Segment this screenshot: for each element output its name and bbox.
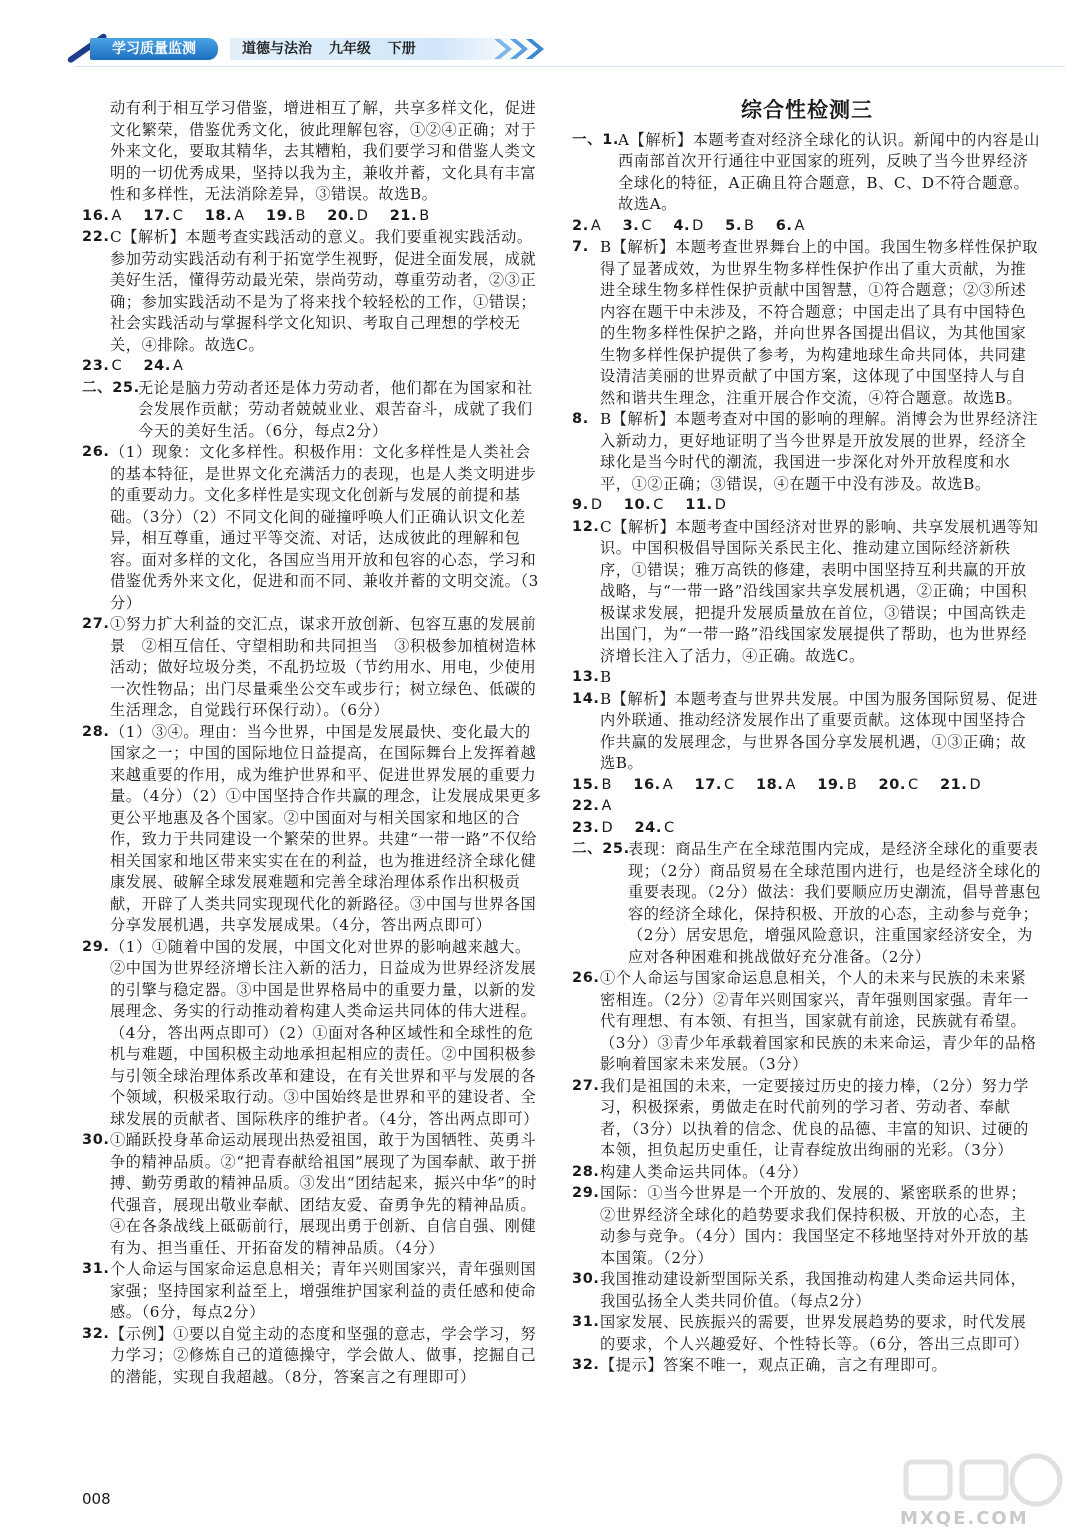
page-number: 008 (82, 1490, 111, 1508)
answer-30: 30. ①踊跃投身革命运动展现出热爱祖国，敢于为国牺牲、英勇斗争的精神品质。②“把青春献给祖国”展现了为国奉献、敢于拼搏、勤劳勇敢的精神品质。③发出“团结起来，振兴中华”的时代强音，展现出敬业奉献、团结友爱、奋勇争先的精神品质。④在各条战线上砥砺前行，展现出勇于创新、自信自强、刚健有为、担当重任、开拓奋发的精神品质。（4分） (82, 1131, 538, 1257)
right-column (572, 100, 1042, 1377)
answer-row-16-21: 16. A 17. C 18. A 19. B 20. D 21. B (82, 207, 430, 224)
page-header (60, 28, 530, 68)
grade: 九年级 (328, 41, 371, 57)
answer-14: 14. B【解析】本题考查与世界共发展。中国为服务国际贸易、促进内外联通、推动经济发展作出了重要贡献。这体现中国坚持合作共赢的发展理念，与世界各国分享发展机遇，①③正确；故选B。 (572, 689, 1039, 772)
answer-25: 二、25. 表现：商品生产在全球范围内完成，是经济全球化的重要表现；（2分）商品贸易在全球范围内进行，也是经济全球化的重要表现。（2分）做法：我们要顺应历史潮流，倡导普惠包容的经济全球化，保持积极、开放的心态，主动参与竞争；（2分）居安思危，增强风险意识，注重国家经济安全，为应对各种困难和挑战做好充分准备。（2分） (572, 840, 1042, 966)
section-title: 综合性检测三 (741, 98, 873, 122)
answer-30: 30. 我国推动建设新型国际关系，我国推动构建人类命运共同体，我国弘扬全人类共同价值。（每点2分） (572, 1270, 1027, 1310)
answer-31: 31. 国家发展、民族振兴的需要，世界发展趋势的要求，时代发展的要求，个人兴趣爱好、个性特长等。（6分，答出三点即可） (572, 1313, 1029, 1353)
answer-7: 7. B【解析】本题考查世界舞台上的中国。我国生物多样性保护取得了显著成效，为世界生物多样性保护作出了重大贡献，为推进全球生物多样性保护贡献中国智慧，①符合题意；②③所述内容在题干中未涉及，不符合题意；中国走出了具有中国特色的生物多样性保护之路，并向世界各国提出倡议，为其他国家生物多样性保护提供了参考，为构建地球生命共同体，共同建设清洁美丽的世界贡献了中国方案，这体现了中国坚持人与自然和谐共生理念，注重开展合作交流，④符合题意。故选B。 (572, 238, 1039, 407)
answer-28: 28. 构建人类命运共同体。（4分） (572, 1162, 808, 1181)
answer-29: 29. 国际：①当今世界是一个开放的、发展的、紧密联系的世界；②世界经济全球化的趋势要求我们保持积极、开放的心态，主动参与竞争。（4分）国内：我国坚定不移地坚持对外开放的基本国策。（2分） (572, 1184, 1029, 1267)
answer-27: 27. ①努力扩大利益的交汇点，谋求开放创新、包容互惠的发展前景 ②相互信任、守望相助和共同担当 ③积极参加植树造林活动；做好垃圾分类，不乱扔垃圾（节约用水、用电，少使用一次性物品；出门尽量乘坐公交车或步行；树立绿色、低碳的生活理念，自觉践行环保行动）。（6分） (82, 615, 537, 719)
left-column (82, 98, 544, 1388)
volume: 下册 (387, 41, 416, 57)
answer-row-2-6: 2. A 3. C 4. D 5. B 6. A (572, 217, 806, 234)
chevron-arrows-icon (490, 36, 550, 62)
answer-32: 32. 【示例】①要以自觉主动的态度和坚强的意志，学会学习，努力学习；②修炼自己的道德操守，学会做人、做事，挖掘自己的潜能，实现自我超越。（8分，答案言之有理即可） (82, 1324, 537, 1386)
subject: 道德与法治 (242, 41, 312, 57)
answer-row-15-22: 15. B 16. A 17. C 18. A 19. B 20. C 21. D 22. A (572, 776, 982, 814)
answer-29: 29. （1）①随着中国的发展，中国文化对世界的影响越来越大。②中国为世界经济增长注入新的活力，日益成为世界经济发展的引擎与稳定器。③中国是世界格局中的重要力量，以新的发展理念、务实的行动推动着构建人类命运共同体的伟大进程。（4分，答出两点即可）（2）①面对各种区域性和全球性的危机与难题，中国积极主动地承担起相应的责任。②中国积极参与引领全球治理体系改革和建设，在有关世界和平与发展的各个领域，积极采取行动。③中国始终是世界和平的建设者、全球发展的贡献者、国际秩序的维护者。（4分，答出两点即可） (82, 937, 539, 1128)
answer-25: 二、25. 无论是脑力劳动者还是体力劳动者，他们都在为国家和社会发展作贡献；劳动者兢兢业业、艰苦奋斗，成就了我们今天的美好生活。（6分，每点2分） (82, 378, 533, 440)
watermark-text: MXQE.COM (900, 1508, 1029, 1529)
answer-27: 27. 我们是祖国的未来，一定要接过历史的接力棒，（2分）努力学习，积极探索，勇做走在时代前列的学习者、劳动者、奉献者，（3分）以执着的信念、优良的品德、丰富的知识、过硬的本领，担负起历史重任，让青春绽放出绚丽的光彩。（3分） (572, 1076, 1029, 1159)
answer-row-9-11: 9. D 10. C 11. D (572, 497, 727, 513)
answer-row-23-24: 23. D 24. C (572, 819, 675, 836)
answer-1: 一、1. A【解析】本题考查对经济全球化的认识。新闻中的内容是山西南部首次开行通往中亚国家的班列，反映了当今世界经济全球化的特征，A正确且符合题意，B、C、D不符合题意。故选A。 (572, 130, 1041, 213)
answer-26: 26. （1）现象：文化多样性。积极作用：文化多样性是人类社会的基本特征，是世界文化充满活力的表现，也是人类文明进步的重要动力。文化多样性是实现文化创新与发展的前提和基础。（3分）（2）不同文化间的碰撞呼唤人们正确认识文化差异，相互尊重，通过平等交流、对话，达成彼此的理解和包容。面对多样的文化，各国应当用开放和包容的心态，学习和借鉴优秀外来文化，促进和而不同、兼收并蓄的文明交流。（3分） (82, 443, 539, 612)
answer-28: 28. （1）③④。理由：当今世界，中国是发展最快、变化最大的国家之一；中国的国际地位日益提高，在国际舞台上发挥着越来越重要的作用，成为维护世界和平、促进世界发展的重要力量。（4分）（2）①中国坚持合作共赢的理念，让发展成果更多更公平地惠及各个国家。②中国面对与相关国家和地区的合作，致力于共同建设一个繁荣的世界。共建“一带一路”不仅给相关国家和地区带来实实在在的利益，也为推进经济全球化健康发展、破解全球发展难题和完善全球治理体系作出积极贡献，开辟了人类共同实现现代化的新路径。③中国与世界各国分享发展机遇，共享发展成果。（4分，答出两点即可） (82, 722, 542, 934)
answer-22: 22. C【解析】本题考查实践活动的意义。我们要重视实践活动。参加劳动实践活动有利于拓宽学生视野，促进全面发展，成就美好生活，懂得劳动最光荣，崇尚劳动，尊重劳动者，②③正确；参加实践活动不是为了将来找个较轻松的工作，①错误；社会实践活动与掌握科学文化知识、考取自己理想的学校无关，④排除。故选C。 (82, 228, 537, 354)
answer-32: 32. 【提示】答案不唯一，观点正确，言之有理即可。 (572, 1356, 948, 1374)
book-info (230, 38, 527, 60)
answer-12: 12. C【解析】本题考查中国经济对世界的影响、共享发展机遇等知识。中国积极倡导国际关系民主化、推动建立国际经济新秩序，①错误；雅万高铁的修建，表明中国坚持互利共赢的开放战略，与“一带一路”沿线国家共享发展机遇，②正确；中国积极谋求发展，把提升发展质量放在首位，③错误；中国高铁走出国门，为“一带一路”沿线国家发展提供了帮助，也为世界经济增长注入了活力，④正确。故选C。 (572, 517, 1039, 665)
series-tag: 学习质量监测 (90, 38, 218, 60)
answer-31: 31. 个人命运与国家命运息息相关；青年兴则国家兴，青年强则国家强；坚持国家利益至上，增强维护国家利益的责任感和使命感。（6分，每点2分） (82, 1260, 537, 1321)
answer-continuation: 动有利于相互学习借鉴，增进相互了解，共享多样文化，促进文化繁荣，借鉴优秀文化，彼此理解包容，①②④正确；对于外来文化，要取其精华，去其糟粕，我们要学习和借鉴人类文明的一切优秀成果，坚持以我为主，兼收并蓄，文化具有丰富性和多样性，无法消除差异，③错误。故选B。 (110, 99, 537, 203)
answer-8: 8. B【解析】本题考查对中国的影响的理解。消博会为世界经济注入新动力，更好地证明了当今世界是开放发展的世界，经济全球化是当今时代的潮流，我国进一步深化对外开放程度和水平，①②正确；③错误，④在题干中没有涉及。故选B。 (572, 410, 1039, 493)
answer-13: 13. B (572, 668, 612, 686)
answer-26: 26. ①个人命运与国家命运息息相关，个人的未来与民族的未来紧密相连。（2分）②青年兴则国家兴，青年强则国家强。青年一代有理想、有本领、有担当，国家就有前途，民族就有希望。（3分）③青少年承载着国家和民族的未来命运，青少年的品格影响着国家未来发展。（3分） (572, 969, 1037, 1073)
header-rule (75, 66, 1065, 67)
answer-row-23-24: 23. C 24. A (82, 358, 184, 374)
